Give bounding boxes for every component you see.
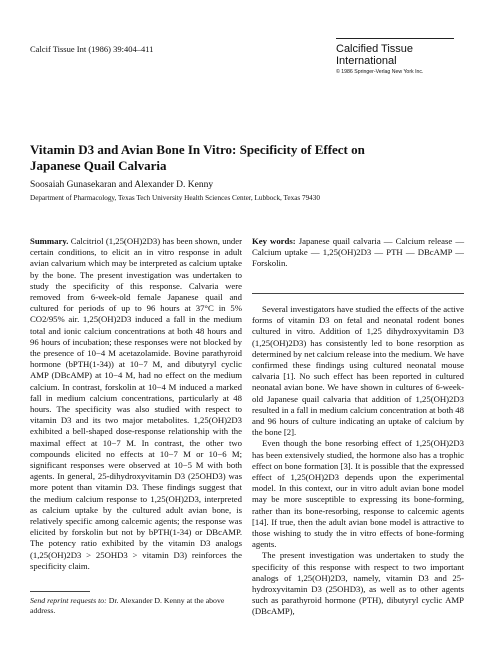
body-paragraph-1: Several investigators have studied the effects of the active forms of vitamin D3 on fetal and neonatal rodent bones cultured in vitro. Addition of 1,25 dihydroxyvitamin D3 (1,25(OH)2D3) has consistently led to bone resorption as determined by net calcium release into the medium. We have confirmed these findings using cultured neonatal mouse calvaria [1]. No such effect has been reported in cultured neonatal avian bone. We have shown in cultures of 6-week-old Japanese quail calvaria that addition of 1,25(OH)2D3 resulted in a fall in medium calcium concentration at both 48 and 96 hours of culture indicating an uptake of calcium by the bone [2]. (252, 304, 464, 438)
journal-citation: Calcif Tissue Int (1986) 39:404–411 (30, 44, 154, 54)
keywords-text: Japanese quail calvaria — Calcium release — Calcium uptake — 1,25(OH)2D3 — PTH — DBcAMP — Forskolin. (252, 236, 465, 269)
article-title (30, 142, 460, 173)
article-title-line2: Japanese Quail Calvaria (30, 157, 167, 173)
article-title-line1: Vitamin D3 and Avian Bone In Vitro: Specificity of Effect on (30, 142, 365, 157)
journal-masthead (336, 38, 454, 81)
footnote-divider (30, 591, 90, 592)
reprint-footnote (30, 596, 242, 615)
journal-title-line1: Calcified Tissue (336, 43, 414, 55)
journal-title-line2: International (336, 55, 397, 67)
keywords-label: Key words: (252, 236, 296, 246)
keywords-divider (252, 293, 464, 294)
body-paragraph-3: The present investigation was undertaken to study the specificity of this response with respect to two important analogs of 1,25(OH)2D3, namely, vitamin D3 and 25-hydroxyvitamin D3 (25OHD3), as well as to other agents such as parathyroid hormone (PTH), dibutyryl cyclic AMP (DBcAMP), (252, 550, 464, 617)
article-authors: Soosaiah Gunasekaran and Alexander D. Kenny (30, 180, 214, 190)
keywords (252, 236, 464, 270)
footnote-text: Dr. Alexander D. Kenny at the above address. (30, 596, 225, 615)
abstract (30, 236, 242, 572)
body-text (252, 304, 464, 618)
body-paragraph-2: Even though the bone resorbing effect of 1,25(OH)2D3 has been extensively studied, the hormone also has a trophic effect on bone formation [3]. It is possible that the expressed effect of 1,25(OH)2D3 depends upon the experimental model. In this context, our in vitro adult avian bone model may be more susceptible to expressing its bone-forming, rather than its bone-resorbing, response to calcemic agents [14]. If true, then the adult avian bone model is attractive to those wishing to study the in vitro effects of bone-forming agents. (252, 438, 464, 550)
abstract-label: Summary. (30, 236, 69, 246)
abstract-text: Calcitriol (1,25(OH)2D3) has been shown, under certain conditions, to elicit an in vitro response in adult avian calvarium which may be interpreted as calcium uptake by the bone. The present investigation was undertaken to study the specificity of this response. Calvaria were removed from 6-week-old female Japanese quail and cultured for periods of up to 96 hours at 37°C in 5% CO2/95% air. 1,25(OH)2D3 induced a fall in the medium total and ionic calcium concentrations at both 48 hours and 96 hours of incubation; these responses were not blocked by the presence of 10−4 M acetazolamide. Bovine parathyroid hormone (bPTH(1-34)) at 10−7 M, and dibutyryl cyclic AMP (DBcAMP) at 10−4 M, had no effect on the medium calcium. In contrast, forskolin at 10−4 M induced a marked fall in medium calcium concentrations, particularly at 48 hours. The specificity was also studied with respect to vitamin D3 and its two major metabolites. 1,25(OH)2D3 exhibited a bell-shaped dose-response relationship with the maximal effect at 10−7 M. In contrast, the other two compounds elicited no effects at 10−7 M or 10−6 M; significant responses were observed at 10−5 M with both agents. In general, 25-dihydroxyvitamin D3 (25OHD3) was more potent than vitamin D3. These findings suggest that the medium calcium response to 1,25(OH)2D3, interpreted as calcium uptake by the cultured adult avian bone, is relatively specific among calcemic agents; the response was elicited by forskolin but not by bPTH(1-34) or DBcAMP. The potency ratio exhibited by the vitamin D3 analogs (1,25(OH)2D3 > 25OHD3 > vitamin D3) reinforces the specificity claim. (30, 236, 243, 571)
article-affiliation: Department of Pharmacology, Texas Tech University Health Sciences Center, Lubbock, Texas 79430 (30, 194, 320, 202)
journal-copyright: © 1986 Springer-Verlag New York Inc. (336, 69, 424, 75)
footnote-label: Send reprint requests to: (30, 596, 107, 605)
